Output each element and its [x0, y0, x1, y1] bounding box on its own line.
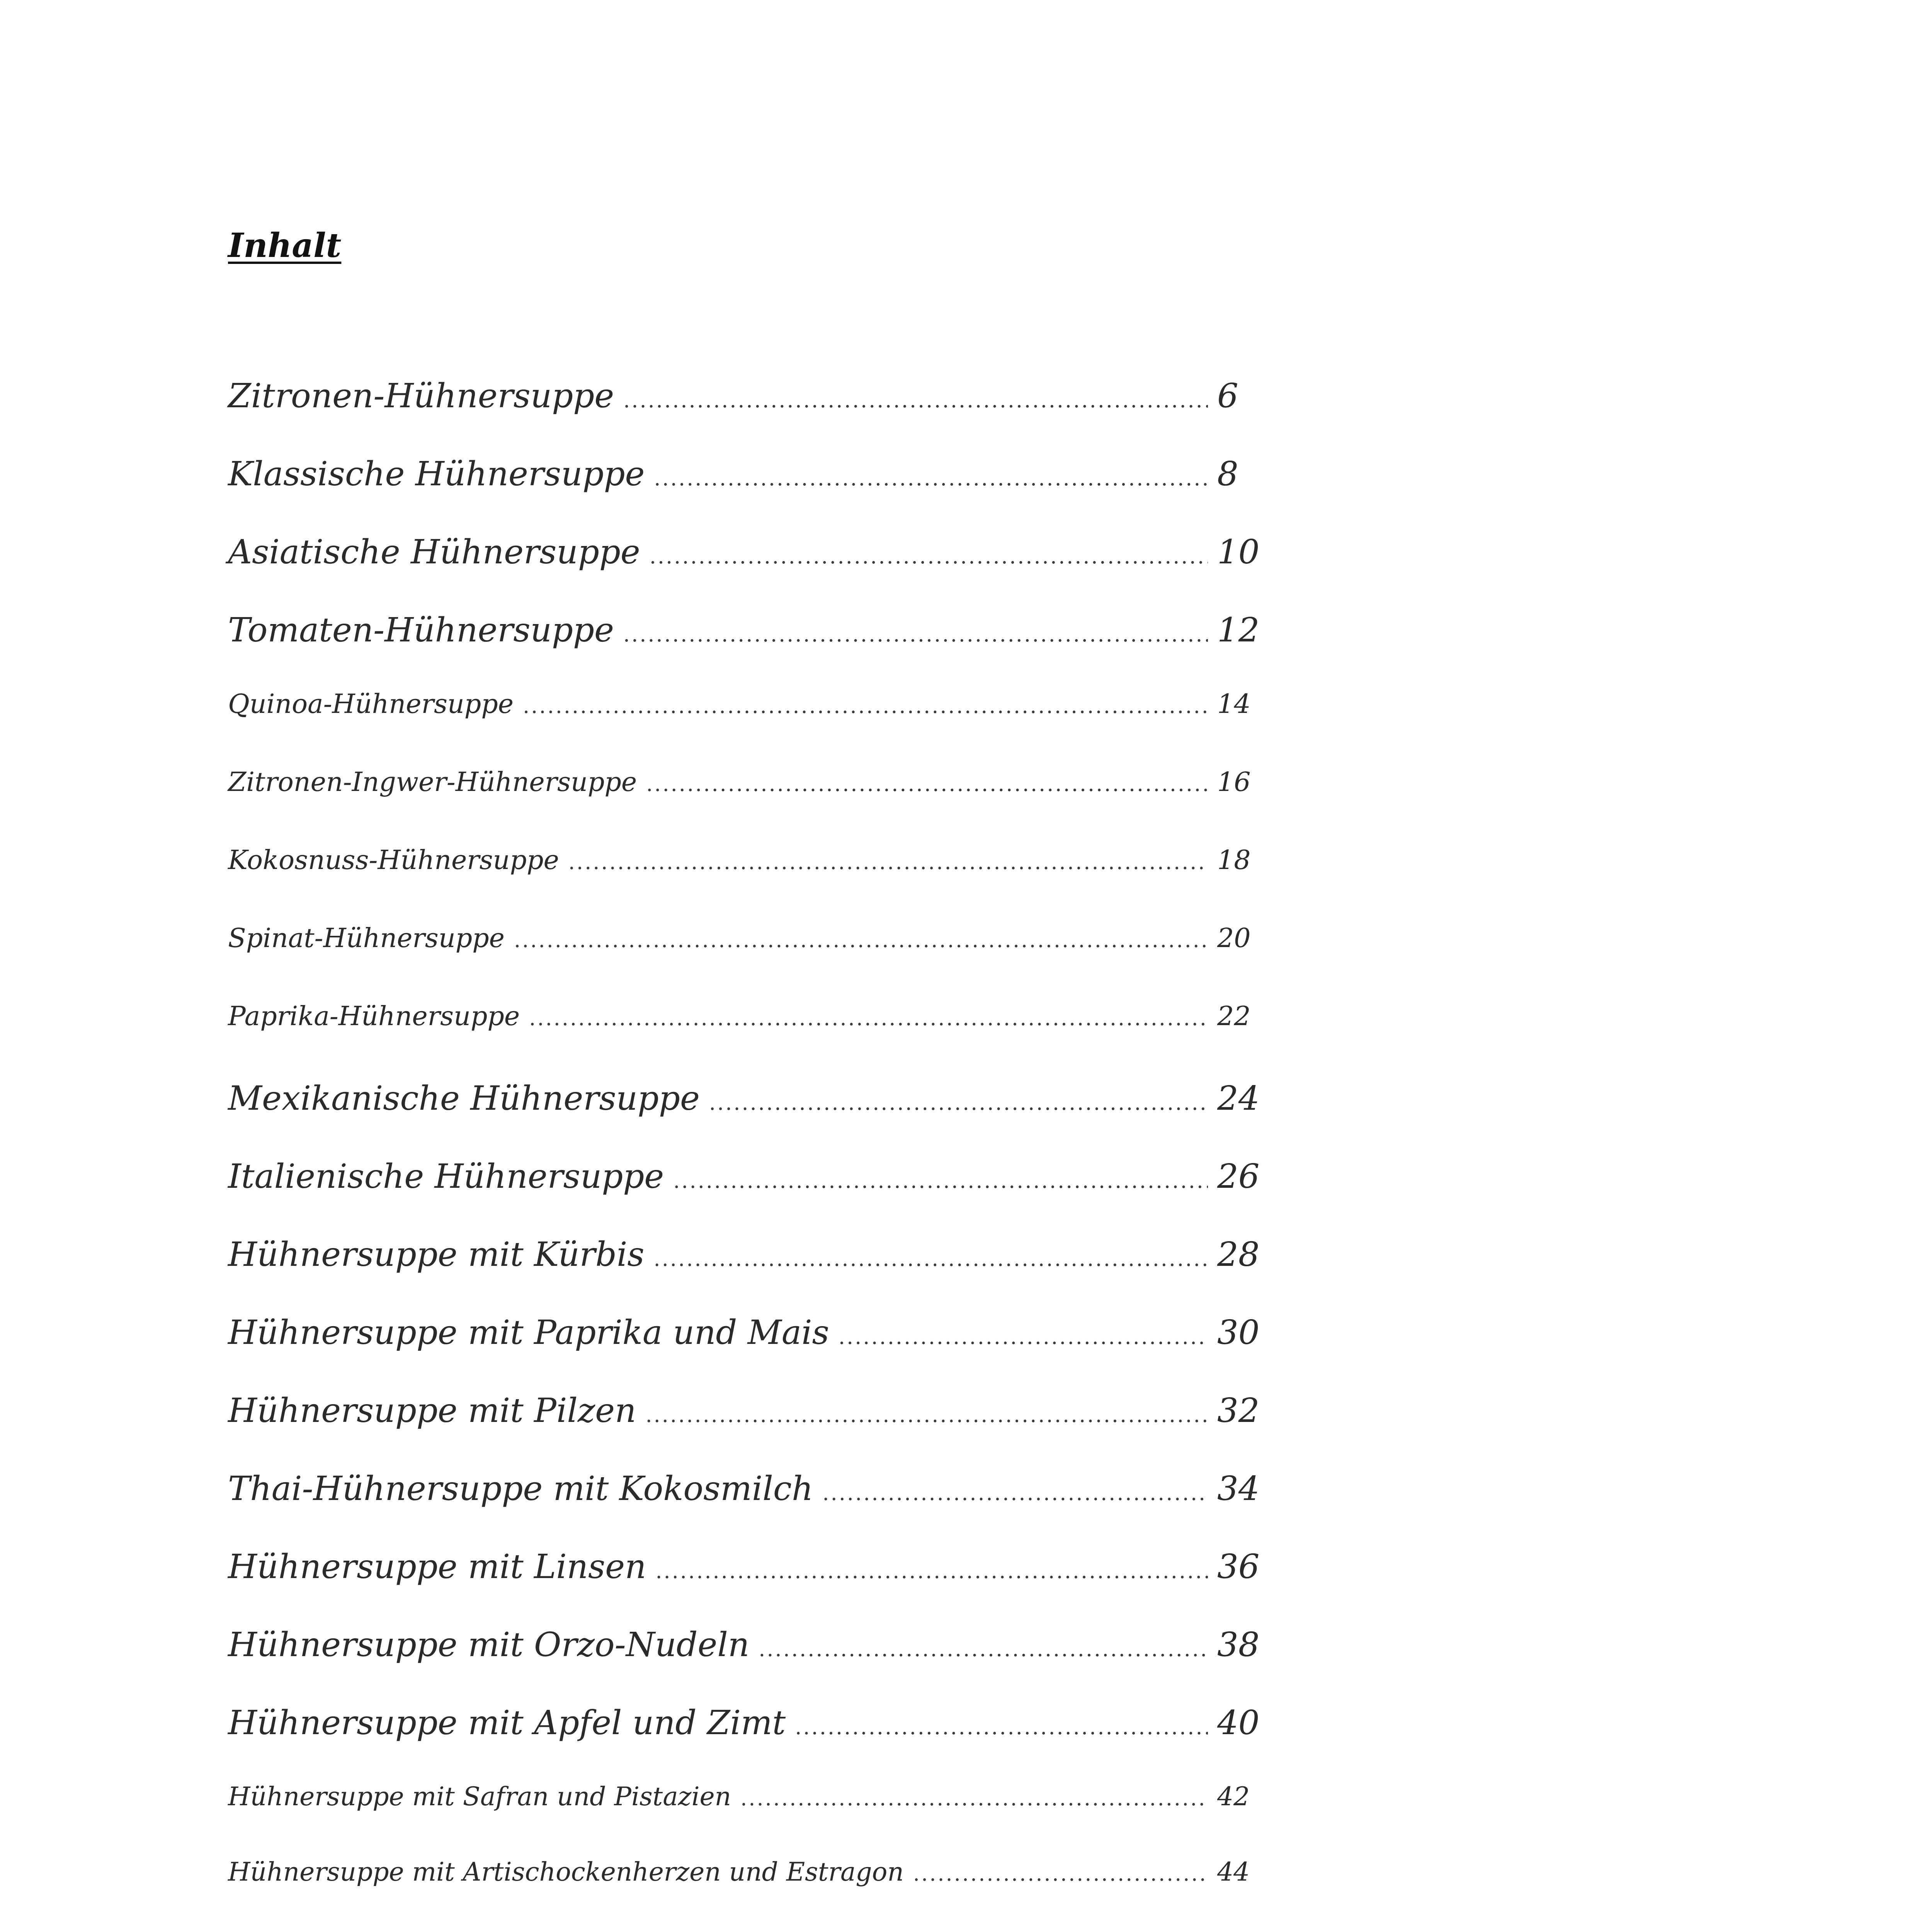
toc-entry-title: Kokosnuss-Hühnersuppe [228, 845, 559, 876]
toc-entry-page: 20 [1217, 923, 1251, 954]
toc-entry-title: Klassische Hühnersuppe [228, 455, 645, 493]
dot-leader [654, 1247, 1208, 1271]
dot-leader [740, 1786, 1208, 1810]
toc-entry[interactable] [228, 923, 1271, 1001]
toc-entry[interactable] [228, 767, 1271, 845]
toc-entry-title: Paprika-Hühnersuppe [228, 1001, 520, 1032]
toc-entry[interactable] [228, 1313, 1271, 1391]
toc-entry-page: 22 [1217, 1001, 1251, 1032]
dot-leader [568, 850, 1208, 874]
toc-entry-title: Zitronen-Ingwer-Hühnersuppe [228, 767, 637, 798]
dot-leader [529, 1006, 1208, 1030]
toc-entry-title: Hühnersuppe mit Pilzen [228, 1391, 636, 1430]
toc-entry-page: 36 [1217, 1548, 1260, 1586]
toc-entry-title: Hühnersuppe mit Apfel und Zimt [228, 1704, 786, 1742]
toc-entry-page: 24 [1217, 1079, 1260, 1118]
toc-entry[interactable] [228, 1469, 1271, 1548]
toc-entry-title: Mexikanische Hühnersuppe [228, 1079, 700, 1118]
toc-entry-page: 42 [1217, 1782, 1250, 1811]
toc-entry[interactable] [228, 1001, 1271, 1079]
toc-entry-title: Tomaten-Hühnersuppe [228, 611, 614, 650]
toc-entry-title: Spinat-Hühnersuppe [228, 923, 505, 954]
toc-entry-page: 38 [1217, 1626, 1260, 1664]
dot-leader [623, 622, 1208, 646]
dot-leader [623, 388, 1208, 412]
dot-leader [645, 1403, 1208, 1427]
toc-entry-page: 18 [1217, 845, 1251, 876]
toc-entry[interactable] [228, 1857, 1271, 1932]
toc-entry[interactable] [228, 611, 1271, 689]
toc-entry-title: Thai-Hühnersuppe mit Kokosmilch [228, 1469, 813, 1508]
toc-heading: Inhalt [228, 226, 342, 265]
toc-entry[interactable] [228, 1704, 1271, 1782]
dot-leader [822, 1481, 1208, 1505]
toc-entry-title: Hühnersuppe mit Artischockenherzen und Estragon [228, 1857, 904, 1887]
toc-entry-title: Italienische Hühnersuppe [228, 1157, 664, 1196]
toc-entry-page: 10 [1217, 533, 1260, 571]
toc-entry[interactable] [228, 689, 1271, 767]
dot-leader [646, 772, 1208, 796]
toc-entry-page: 16 [1217, 767, 1251, 798]
toc-entry-title: Quinoa-Hühnersuppe [228, 689, 514, 719]
toc-list [228, 377, 1271, 1932]
toc-entry[interactable] [228, 1626, 1271, 1704]
dot-leader [759, 1637, 1208, 1661]
toc-entry-title: Hühnersuppe mit Linsen [228, 1548, 646, 1586]
toc-entry-page: 26 [1217, 1157, 1260, 1196]
toc-entry-page: 28 [1217, 1235, 1260, 1274]
toc-entry-title: Hühnersuppe mit Kürbis [228, 1235, 645, 1274]
dot-leader [795, 1715, 1208, 1739]
dot-leader [709, 1090, 1208, 1115]
dot-leader [654, 466, 1208, 490]
toc-entry-title: Hühnersuppe mit Safran und Pistazien [228, 1782, 731, 1811]
dot-leader [655, 1559, 1208, 1583]
toc-entry-page: 6 [1217, 377, 1238, 415]
toc-entry-page: 32 [1217, 1391, 1260, 1430]
dot-leader [650, 544, 1208, 568]
dot-leader [523, 694, 1208, 718]
toc-entry[interactable] [228, 377, 1271, 455]
dot-leader [673, 1168, 1208, 1193]
toc-entry[interactable] [228, 845, 1271, 923]
toc-entry-title: Hühnersuppe mit Orzo-Nudeln [228, 1626, 750, 1664]
toc-entry[interactable] [228, 1782, 1271, 1857]
toc-entry-page: 14 [1217, 689, 1251, 719]
toc-entry-page: 34 [1217, 1469, 1260, 1508]
toc-entry[interactable] [228, 1391, 1271, 1469]
toc-entry[interactable] [228, 1235, 1271, 1313]
toc-entry-page: 8 [1217, 455, 1238, 493]
toc-entry-title: Asiatische Hühnersuppe [228, 533, 640, 571]
dot-leader [839, 1325, 1208, 1349]
toc-entry[interactable] [228, 455, 1271, 533]
dot-leader [514, 928, 1208, 952]
toc-entry[interactable] [228, 1157, 1271, 1235]
toc-entry-page: 12 [1217, 611, 1260, 650]
toc-entry-title: Hühnersuppe mit Paprika und Mais [228, 1313, 829, 1352]
dot-leader [913, 1861, 1208, 1886]
toc-entry-page: 30 [1217, 1313, 1260, 1352]
toc-entry-title: Zitronen-Hühnersuppe [228, 377, 614, 415]
toc-entry-page: 44 [1217, 1857, 1250, 1887]
toc-entry[interactable] [228, 1079, 1271, 1157]
toc-entry-page: 40 [1217, 1704, 1260, 1742]
toc-entry[interactable] [228, 533, 1271, 611]
toc-entry[interactable] [228, 1548, 1271, 1626]
